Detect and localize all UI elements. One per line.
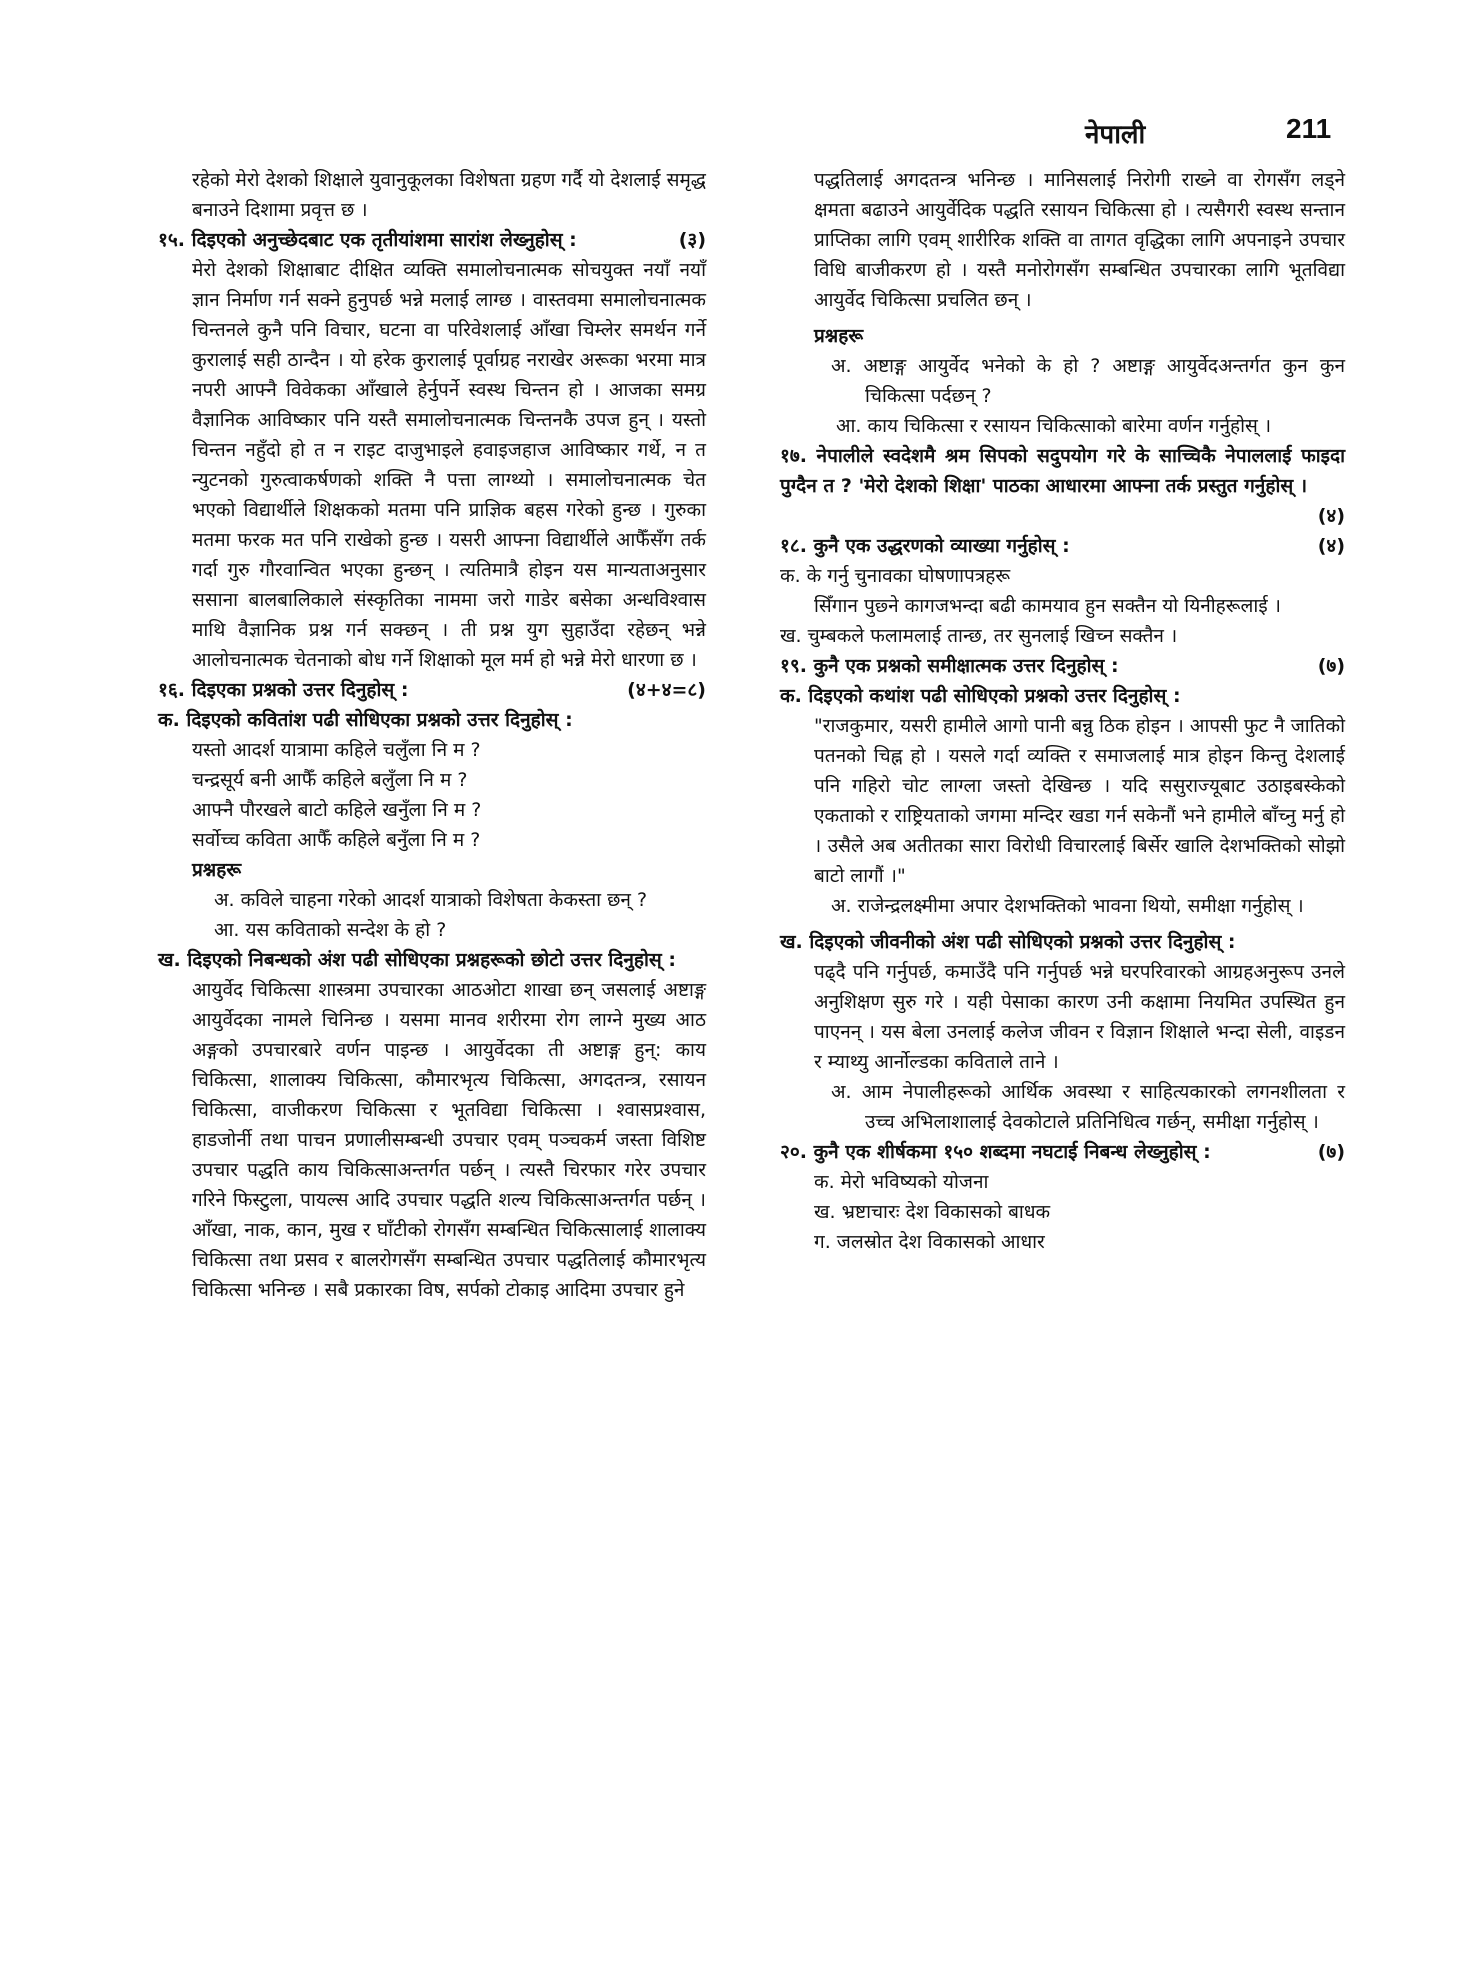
page-number: 211	[1286, 113, 1332, 144]
essay-option: ख. भ्रष्टाचारः देश विकासको बाधक	[814, 1201, 1051, 1223]
question-15-passage: मेरो देशको शिक्षाबाट दीक्षित व्यक्ति समालोचनात्मक सोचयुक्त नयाँ नयाँ ज्ञान निर्माण गर्न सक्ने हुनुपर्छ भन्ने मलाई लाग्छ । वास्तवमा समालोचनात्मक चिन्तनले कुनै पनि विचार, घटना वा परिवेशलाई आँखा चिम्लेर समर्थन गर्ने कुरालाई सही ठान्दैन । यो हरेक कुरालाई पूर्वाग्रह नराखेर अरूका भरमा मात्र नपरी आफ्नै विवेकका आँखाले हेर्नुपर्ने स्वस्थ चिन्तन हो । आजका समग्र वैज्ञानिक आविष्कार पनि यस्तै समालोचनात्मक चिन्तनकै उपज हुन् । यस्तो चिन्तन नहुँदो हो त न राइट दाजुभाइले हवाइजहाज आविष्कार गर्थे, न त न्युटनको गुरुत्वाकर्षणको शक्ति नै पत्ता लाग्थ्यो । समालोचनात्मक चेत भएको विद्यार्थीले शिक्षकको मतमा पनि प्राज्ञिक बहस गरेको हुन्छ । गुरुका मतमा फरक मत पनि राखेको हुन्छ । यसरी आफ्ना विद्यार्थीले आफैँसँग तर्क गर्दा गुरु गौरवान्वित भएका हुन्छन् । त्यतिमात्रै होइन यस मान्यताअनुसार ससाना बालबालिकाले संस्कृतिका नाममा जरो गाडेर बसेका अन्धविश्वास माथि वैज्ञानिक प्रश्न गर्न सक्छन् । ती प्रश्न युग सुहाउँदा रहेछन् भन्ने आलोचनात्मक चेतनाको बोध गर्ने शिक्षाको मूल मर्म हो भन्ने मेरो धारणा छ ।	[192, 259, 706, 671]
question-17-text: १७. नेपालीले स्वदेशमै श्रम सिपको सदुपयोग गरे के साच्चिकै नेपाललाई फाइदा पुग्दैन त ? 'मेरो देशको शिक्षा' पाठका आधारमा आफ्ना तर्क प्रस्तुत गर्नुहोस् ।	[780, 445, 1345, 497]
essay-option: ग. जलस्रोत देश विकासको आधार	[814, 1231, 1045, 1253]
page-subject: नेपाली	[1085, 120, 1146, 150]
sub-question: आ. काय चिकित्सा र रसायन चिकित्साको बारेमा वर्णन गर्नुहोस् ।	[836, 415, 1272, 437]
verse-line: यस्तो आदर्श यात्रामा कहिले चलुँला नि म ?	[192, 739, 481, 761]
question-15-marks: (३)	[678, 229, 706, 251]
sub-question: अ. अष्टाङ्ग आयुर्वेद भनेको के हो ? अष्टाङ्ग आयुर्वेदअन्तर्गत कुन कुन चिकित्सा पर्दछन् ?	[831, 355, 1345, 407]
question-16-kha-passage: आयुर्वेद चिकित्सा शास्त्रमा उपचारका आठओटा शाखा छन् जसलाई अष्टाङ्ग आयुर्वेदका नामले चिनिन्छ । यसमा मानव शरीरमा रोग लाग्ने मुख्य आठ अङ्गको उपचारबारे वर्णन पाइन्छ । आयुर्वेदका ती अष्टाङ्ग हुन्: काय चिकित्सा, शालाक्य चिकित्सा, कौमारभृत्य चिकित्सा, अगदतन्त्र, रसायन चिकित्सा, वाजीकरण चिकित्सा र भूतविद्या चिकित्सा । श्वासप्रश्वास, हाडजोर्नी तथा पाचन प्रणालीसम्बन्धी उपचार एवम् पञ्चकर्म जस्ता विशिष्ट उपचार पद्धति काय चिकित्साअन्तर्गत पर्छन् । त्यस्तै चिरफार गरेर उपचार गरिने फिस्टुला, पायल्स आदि उपचार पद्धति शल्य चिकित्साअन्तर्गत पर्छन् । आँखा, नाक, कान, मुख र घाँटीको रोगसँग सम्बन्धित चिकित्सालाई शालाक्य चिकित्सा तथा प्रसव र बालरोगसँग सम्बन्धित उपचार पद्धतिलाई कौमारभृत्य चिकित्सा भनिन्छ । सबै प्रकारका विष, सर्पको टोकाइ आदिमा उपचार हुने	[192, 979, 706, 1301]
question-18-marks: (४)	[1317, 535, 1345, 557]
continued-passage: पद्धतिलाई अगदतन्त्र भनिन्छ । मानिसलाई निरोगी राख्ने वा रोगसँग लड्ने क्षमता बढाउने आयुर्वेदिक पद्धति रसायन चिकित्सा हो । त्यसैगरी स्वस्थ सन्तान प्राप्तिका लागि एवम् शारीरिक शक्ति वा तागत वृद्धिका लागि अपनाइने उपचार विधि बाजीकरण हो । यस्तै मनोरोगसँग सम्बन्धित उपचारका लागि भूतविद्या आयुर्वेद चिकित्सा प्रचलित छन् ।	[814, 169, 1345, 311]
question-16-heading	[158, 675, 706, 705]
intro-paragraph: रहेको मेरो देशको शिक्षाले युवानुकूलका विशेषता ग्रहण गर्दै यो देशलाई समृद्ध बनाउने दिशामा प्रवृत्त छ ।	[192, 169, 706, 221]
question-15-heading	[158, 225, 706, 255]
question-18-heading	[780, 531, 1345, 561]
question-19-kha-passage: पढ्दै पनि गर्नुपर्छ, कमाउँदै पनि गर्नुपर्छ भन्ने घरपरिवारको आग्रहअनुरूप उनले अनुशिक्षण सुरु गरे । यही पेसाका कारण उनी कक्षामा नियमित उपस्थित हुन पाएनन् । यस बेला उनलाई कलेज जीवन र विज्ञान शिक्षाले भन्दा सेली, वाइडन र म्याथ्यु आर्नोल्डका कविताले ताने ।	[814, 961, 1345, 1073]
verse-line: आफ्नै पौरखले बाटो कहिले खनुँला नि म ?	[192, 799, 482, 821]
questions-label: प्रश्नहरू	[814, 325, 864, 347]
question-16-ka-title: क. दिइएको कवितांश पढी सोधिएका प्रश्नको उत्तर दिनुहोस् :	[158, 709, 573, 731]
question-19-kha-title: ख. दिइएको जीवनीको अंश पढी सोधिएको प्रश्नको उत्तर दिनुहोस् :	[780, 931, 1236, 953]
quote-kha: ख. चुम्बकले फलामलाई तान्छ, तर सुनलाई खिच्न सक्तैन ।	[780, 625, 1178, 647]
question-17-marks: (४)	[1317, 505, 1345, 527]
essay-option: क. मेरो भविष्यको योजना	[814, 1171, 989, 1193]
right-column	[780, 165, 1345, 1257]
sub-question: अ. कविले चाहना गरेको आदर्श यात्राको विशेषता केकस्ता छन् ?	[214, 889, 648, 911]
question-19-ka-passage: "राजकुमार, यसरी हामीले आगो पानी बन्नु ठिक होइन । आपसी फुट नै जातिको पतनको चिह्न हो । यसले गर्दा व्यक्ति र समाजलाई मात्र होइन किन्तु देशलाई पनि गहिरो चोट लाग्ला जस्तो देखिन्छ । यदि ससुराज्यूबाट उठाइबस्केको एकताको र राष्ट्रियताको जगमा मन्दिर खडा गर्न सकेनौं भने हामीले बाँच्नु मर्नु हो । उसैले अब अतीतका सारा विरोधी विचारलाई बिर्सेर खालि देशभक्तिको सोझो बाटो लागौं ।"	[814, 715, 1345, 887]
left-column	[158, 165, 706, 1305]
question-19-title: १९. कुनै एक प्रश्नको समीक्षात्मक उत्तर दिनुहोस् :	[780, 655, 1119, 677]
question-17-marks-row	[780, 501, 1345, 531]
sub-question: अ. राजेन्द्रलक्ष्मीमा अपार देशभक्तिको भावना थियो, समीक्षा गर्नुहोस् ।	[831, 895, 1304, 917]
sub-question: आ. यस कविताको सन्देश के हो ?	[214, 919, 447, 941]
question-16-title: १६. दिइएका प्रश्नको उत्तर दिनुहोस् :	[158, 679, 409, 701]
question-19-ka-title: क. दिइएको कथांश पढी सोधिएको प्रश्नको उत्तर दिनुहोस् :	[780, 685, 1181, 707]
verse-line: सर्वोच्च कविता आफैँ कहिले बनुँला नि म ?	[192, 829, 481, 851]
question-18-title: १८. कुनै एक उद्धरणको व्याख्या गर्नुहोस् :	[780, 535, 1070, 557]
quote-ka-line2: सिँगान पुछ्ने कागजभन्दा बढी कामयाव हुन सक्तैन यो यिनीहरूलाई ।	[814, 595, 1281, 617]
question-15-title: १५. दिइएको अनुच्छेदबाट एक तृतीयांशमा सारांश लेख्नुहोस् :	[158, 229, 577, 251]
question-16-kha-title: ख. दिइएको निबन्धको अंश पढी सोधिएका प्रश्नहरूको छोटो उत्तर दिनुहोस् :	[158, 949, 676, 971]
verse-line: चन्द्रसूर्य बनी आफैँ कहिले बलुँला नि म ?	[192, 769, 468, 791]
questions-label: प्रश्नहरू	[192, 859, 242, 881]
question-19-heading	[780, 651, 1345, 681]
question-20-marks: (७)	[1317, 1141, 1345, 1163]
question-19-marks: (७)	[1317, 655, 1345, 677]
sub-question: अ. आम नेपालीहरूको आर्थिक अवस्था र साहित्यकारको लगनशीलता र उच्च अभिलाशालाई देवकोटाले प्रतिनिधित्व गर्छन्, समीक्षा गर्नुहोस् ।	[831, 1081, 1345, 1133]
quote-ka-line1: क. के गर्नु चुनावका घोषणापत्रहरू	[780, 565, 1011, 587]
question-16-marks: (४+४=८)	[627, 679, 706, 701]
question-20-heading	[780, 1137, 1345, 1167]
question-17-title	[780, 441, 1345, 501]
question-20-title: २०. कुनै एक शीर्षकमा १५० शब्दमा नघटाई निबन्ध लेख्नुहोस् :	[780, 1141, 1211, 1163]
